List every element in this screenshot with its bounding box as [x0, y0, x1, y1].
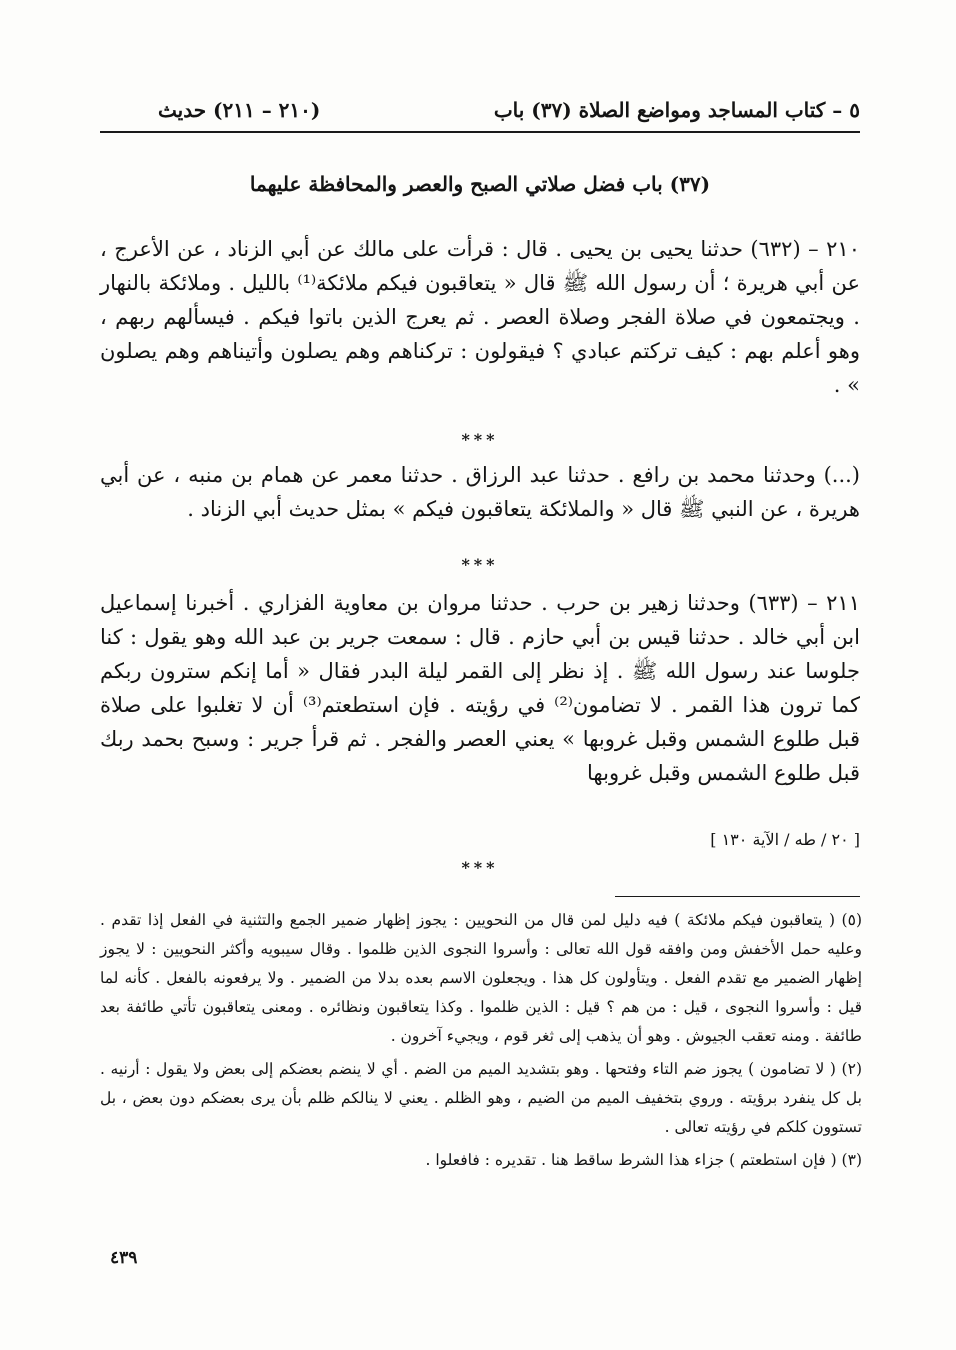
footnotes	[100, 906, 862, 1179]
separator-stars: ***	[461, 858, 499, 877]
running-header	[100, 98, 860, 132]
header-hadith-range: (٢١٠ – ٢١١) حديث	[158, 98, 321, 122]
verse-reference: [ ٢٠ / طه / الآية ١٣٠ ]	[710, 830, 860, 849]
hadith-211: ٢١١ – (٦٣٣) وحدثنا زهير بن حرب . حدثنا مروان بن معاوية الفزاري . أخبرنا إسماعيل ابن أبي خالد . حدثنا قيس بن أبي حازم . قال : سمعت جرير بن عبد الله وهو يقول : كنا جلوسا عند رسول الله ﷺ . إذ نظر إلى القمر ليلة البدر فقال « أما إنكم سترون ربكم كما ترون هذا القمر . لا تضامون⁽²⁾ في رؤيته . فإن استطعتم⁽³⁾ أن لا تغلبوا على صلاة قبل طلوع الشمس وقبل غروبها » يعني العصر والفجر . ثم قرأ جرير : وسبح بحمد ربك قبل طلوع الشمس وقبل غروبها	[100, 591, 860, 785]
separator-stars: ***	[461, 555, 499, 574]
header-rule	[100, 131, 860, 133]
chapter-title: (٣٧) باب فضل صلاتي الصبح والعصر والمحافظة عليهما	[249, 172, 711, 196]
hadith-210: ٢١٠ – (٦٣٢) حدثنا يحيى بن يحيى . قال : قرأت على مالك عن أبي الزناد ، عن الأعرج ، عن أبي هريرة ؛ أن رسول الله ﷺ قال « يتعاقبون فيكم ملائكة⁽¹⁾ بالليل . وملائكة بالنهار . ويجتمعون في صلاة الفجر وصلاة العصر . ثم يعرج الذين باتوا فيكم . فيسألهم ربهم ، وهو أعلم بهم : كيف تركتم عبادي ؟ فيقولون : تركناهم وهم يصلون وأتيناهم وهم يصلون » .	[100, 237, 860, 397]
footnote: (٥) ( يتعاقبون فيكم ملائكة ) فيه دليل لمن قال من النحويين : يجوز إظهار ضمير الجمع والتثنية في الفعل إذا تقدم . وعليه حمل الأخفش ومن وافقه قول الله تعالى : وأسروا النجوى الذين ظلموا . وقال سيبويه وأكثر النحويين : لا يجوز إظهار الضمير مع تقدم الفعل . ويتأولون كل هذا . ويجعلون الاسم بعده بدلا من الضمير . ولا يرفعونه بالفعل . كأنه لما قيل : وأسروا النجوى ، قيل : من هم ؟ قيل : الذين ظلموا . وكذا يتعاقبون ونظائره . ومعنى يتعاقبون تأتي طائفة بعد طائفة . ومنه تعقب الجيوش . وهو أن يذهب إلى ثغر قوم ، ويجيء آخرون .	[100, 911, 862, 1045]
hadith-210-variant: (...) وحدثنا محمد بن رافع . حدثنا عبد الرزاق . حدثنا معمر عن همام بن منبه ، عن أبي هريرة ، عن النبي ﷺ قال « والملائكة يتعاقبون فيكم » بمثل حديث أبي الزناد .	[100, 463, 860, 521]
separator-stars: ***	[461, 430, 499, 449]
footnote-rule	[615, 896, 860, 897]
page-number: ٤٣٩	[110, 1248, 138, 1268]
footnote: (٢) ( لا تضامون ) يجوز ضم التاء وفتحها . وهو بتشديد الميم من الضم . أي لا ينضم بعضكم إلى بعض ولا يقول : أرنيه . بل كل ينفرد برؤيته . وروي بتخفيف الميم من الضيم ، وهو الظلم . يعني لا ينالكم ظلم بأن يرى بعضكم دون بعض ، بل تستوون كلكم في رؤيته تعالى .	[100, 1060, 862, 1136]
header-book-chapter: ٥ – كتاب المساجد ومواضع الصلاة (٣٧) باب	[493, 98, 860, 122]
footnote: (٣) ( فإن استطعتم ) جزاء هذا الشرط ساقط هنا . تقديره : فافعلوا .	[425, 1151, 862, 1169]
